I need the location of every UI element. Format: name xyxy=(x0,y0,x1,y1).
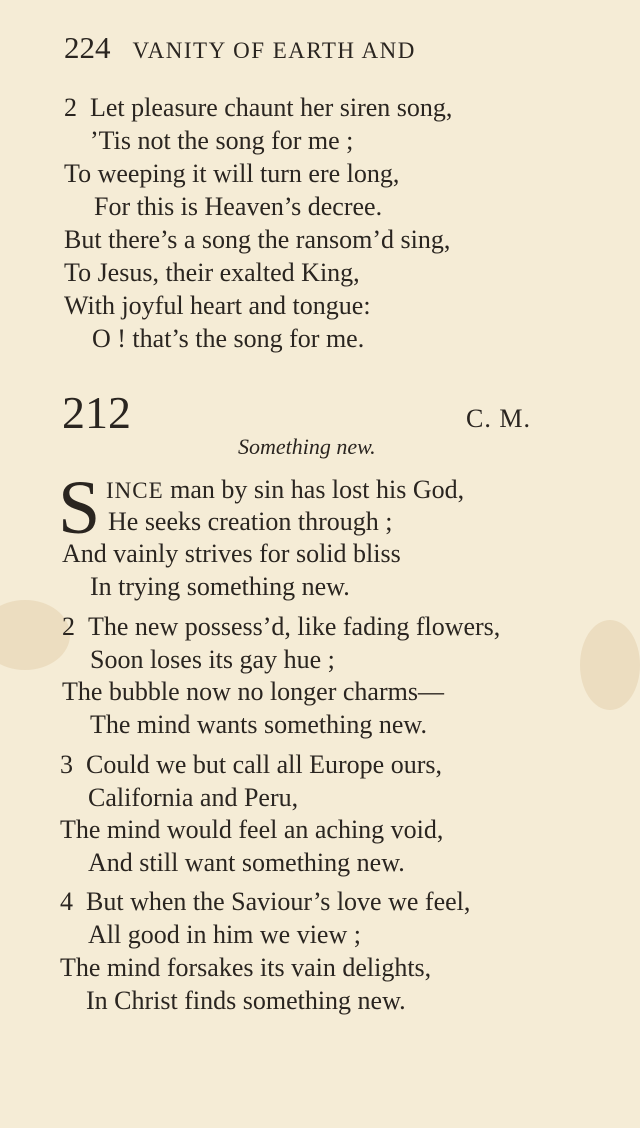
page-number: 224 xyxy=(64,30,111,65)
verse-line: In trying something new. xyxy=(90,572,350,601)
hymn-number: 212 xyxy=(62,387,131,438)
drop-cap: S xyxy=(58,466,101,550)
verse-line: INCE man by sin has lost his God, xyxy=(106,475,465,504)
stanza-number: 4 xyxy=(60,887,73,916)
verse-line: 2 The new possess’d, like fading flowers, xyxy=(62,612,501,641)
verse-line: ’Tis not the song for me ; xyxy=(90,126,354,155)
verse-line: To Jesus, their exalted King, xyxy=(64,258,360,287)
verse-line: The mind would feel an aching void, xyxy=(60,815,444,844)
verse-line: 3 Could we but call all Europe ours, xyxy=(60,750,442,779)
verse-line: He seeks creation through ; xyxy=(108,507,393,536)
hymn-meter: C. M. xyxy=(466,404,531,433)
verse-line: And still want something new. xyxy=(88,848,405,877)
stanza-number: 2 xyxy=(64,93,77,122)
verse-line: 4 But when the Saviour’s love we feel, xyxy=(60,887,471,916)
verse-line: But there’s a song the ransom’d sing, xyxy=(64,225,451,254)
verse-line: The mind forsakes its vain delights, xyxy=(60,953,432,982)
verse-line: The bubble now no longer charms— xyxy=(62,677,444,706)
verse-line: To weeping it will turn ere long, xyxy=(64,159,400,188)
verse-line: 2 Let pleasure chaunt her siren song, xyxy=(64,93,453,122)
verse-line: For this is Heaven’s decree. xyxy=(94,192,383,221)
verse-line: California and Peru, xyxy=(88,783,299,812)
paper-stain xyxy=(580,620,640,710)
hymn-subtitle: Something new. xyxy=(238,434,376,459)
running-header xyxy=(64,30,416,66)
verse-line: The mind wants something new. xyxy=(90,710,427,739)
verse-line: All good in him we view ; xyxy=(88,920,361,949)
verse-line: With joyful heart and tongue: xyxy=(64,291,371,320)
stanza-number: 3 xyxy=(60,750,73,779)
verse-line: And vainly strives for solid bliss xyxy=(62,539,401,568)
verse-line: In Christ finds something new. xyxy=(86,986,406,1015)
paper-stain xyxy=(0,600,70,670)
verse-line: O ! that’s the song for me. xyxy=(92,324,365,353)
verse-line: Soon loses its gay hue ; xyxy=(90,645,335,674)
stanza-number: 2 xyxy=(62,612,75,641)
running-title: VANITY OF EARTH AND xyxy=(132,38,416,63)
